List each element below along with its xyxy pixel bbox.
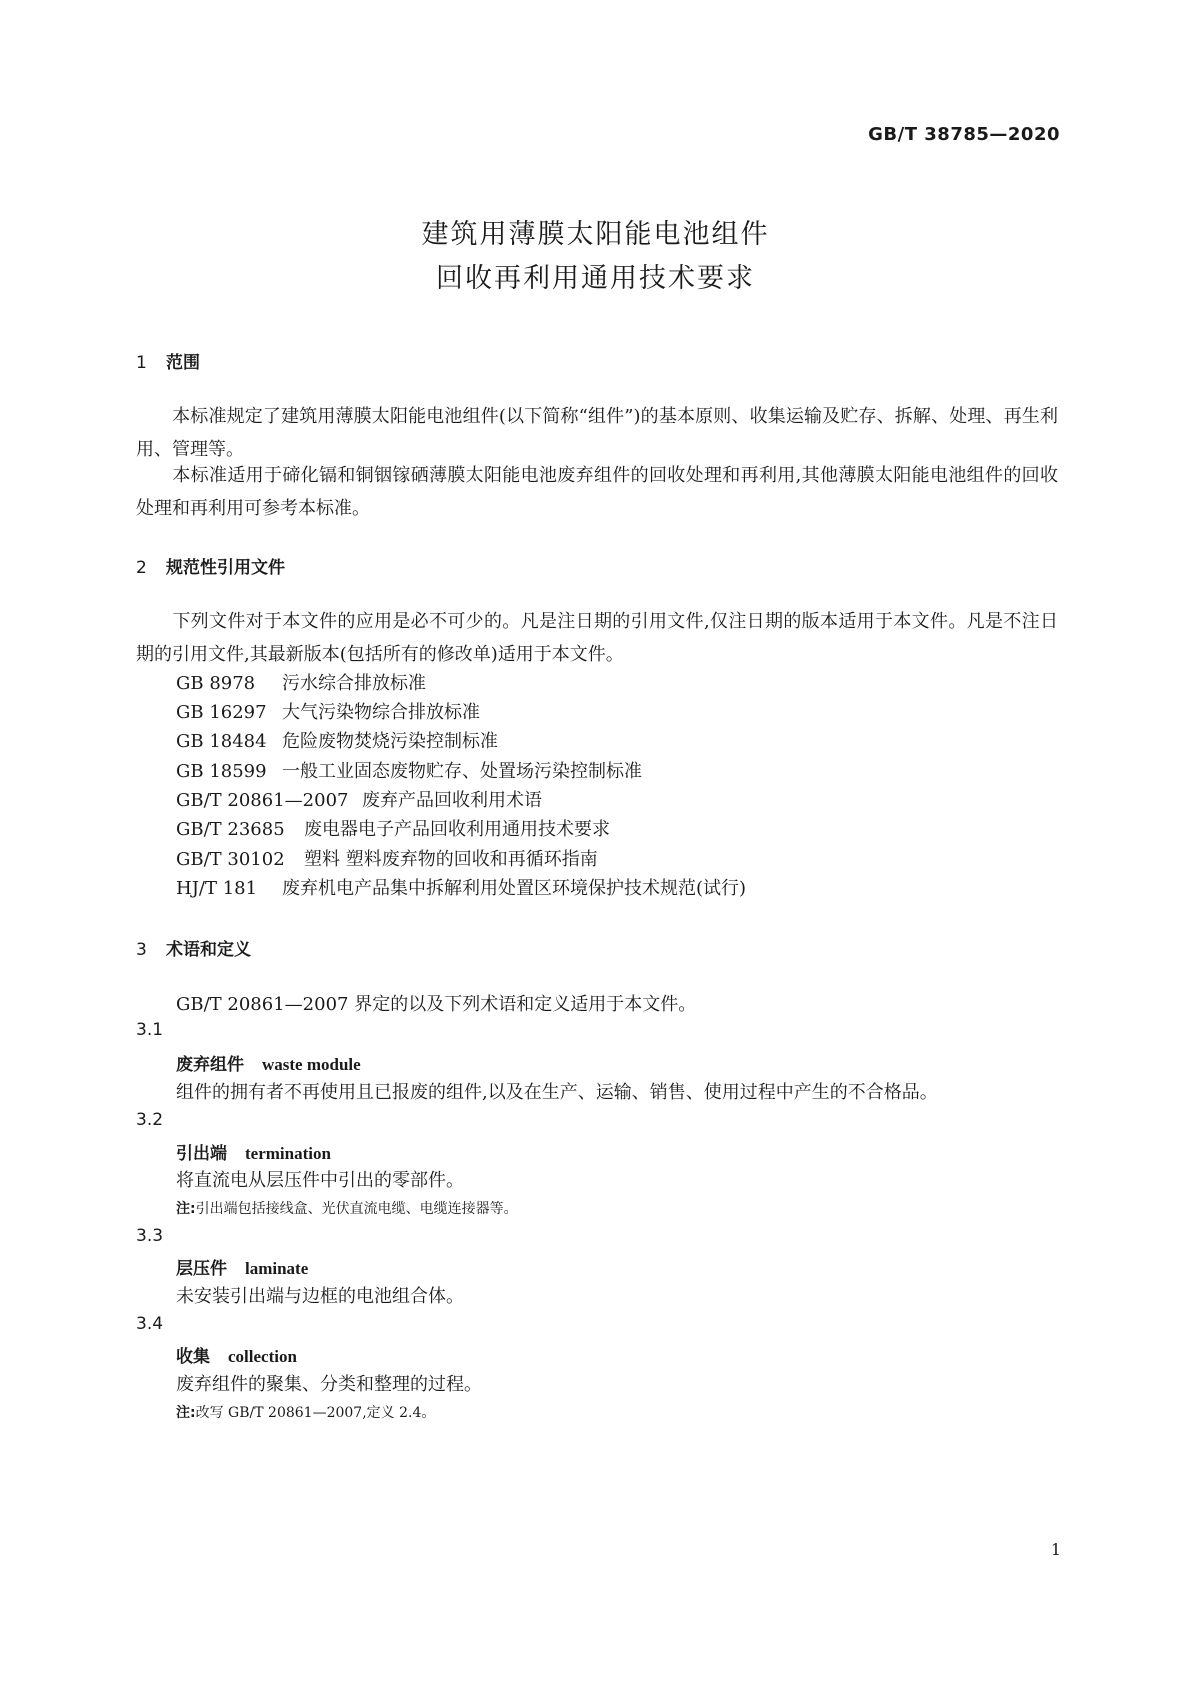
term-number: 3.4 bbox=[136, 1314, 164, 1334]
term-number: 3.1 bbox=[136, 1020, 164, 1040]
note-text: 引出端包括接线盒、光伏直流电缆、电缆连接器等。 bbox=[195, 1201, 518, 1217]
section-1-paragraph-1: 本标准规定了建筑用薄膜太阳能电池组件(以下简称“组件”)的基本原则、收集运输及贮存、拆解、处理、再生利用、管理等。 bbox=[136, 406, 1058, 460]
reference-title: 污水综合排放标准 bbox=[282, 673, 426, 694]
term-zh: 收集 bbox=[176, 1347, 210, 1367]
term-en: laminate bbox=[245, 1259, 309, 1278]
note-label: 注: bbox=[176, 1405, 196, 1421]
document-title-line2: 回收再利用通用技术要求 bbox=[436, 263, 755, 294]
term-en: termination bbox=[245, 1144, 331, 1163]
reference-code: HJ/T 181 bbox=[176, 878, 258, 899]
term-zh: 引出端 bbox=[176, 1144, 227, 1164]
term-definition: 将直流电从层压件中引出的零部件。 bbox=[176, 1170, 464, 1191]
term-zh: 层压件 bbox=[176, 1259, 227, 1279]
reference-item bbox=[176, 874, 746, 900]
term-definition: 组件的拥有者不再使用且已报废的组件,以及在生产、运输、销售、使用过程中产生的不合格品。 bbox=[176, 1082, 938, 1103]
reference-title: 一般工业固态废物贮存、处置场污染控制标准 bbox=[282, 761, 642, 782]
note-text: 改写 GB/T 20861—2007,定义 2.4。 bbox=[195, 1405, 436, 1421]
section-1-paragraph-2: 本标准适用于碲化镉和铜铟镓硒薄膜太阳能电池废弃组件的回收处理和再利用,其他薄膜太阳能电池组件的回收处理和再利用可参考本标准。 bbox=[136, 465, 1058, 519]
section-title: 术语和定义 bbox=[166, 940, 251, 960]
reference-code: GB 8978 bbox=[176, 673, 256, 694]
page-number: 1 bbox=[1050, 1540, 1061, 1559]
term-en: collection bbox=[228, 1347, 297, 1366]
term-number: 3.2 bbox=[136, 1110, 164, 1130]
section-1-heading bbox=[136, 348, 200, 373]
reference-code: GB/T 20861—2007 bbox=[176, 790, 349, 811]
term-heading bbox=[176, 1139, 331, 1164]
section-title: 范围 bbox=[166, 353, 200, 373]
term-heading bbox=[176, 1254, 308, 1279]
term-heading bbox=[176, 1050, 361, 1075]
reference-code: GB/T 30102 bbox=[176, 849, 285, 870]
reference-title: 大气污染物综合排放标准 bbox=[282, 702, 480, 723]
term-en: waste module bbox=[262, 1055, 361, 1074]
reference-item bbox=[176, 786, 542, 812]
reference-code: GB/T 23685 bbox=[176, 819, 285, 840]
reference-item bbox=[176, 727, 498, 753]
section-3-heading bbox=[136, 935, 251, 960]
reference-title: 废弃机电产品集中拆解利用处置区环境保护技术规范(试行) bbox=[282, 878, 747, 899]
reference-item bbox=[176, 845, 598, 871]
section-2-heading bbox=[136, 553, 285, 578]
reference-item bbox=[176, 757, 642, 783]
term-zh: 废弃组件 bbox=[176, 1055, 244, 1075]
standard-code: GB/T 38785—2020 bbox=[868, 124, 1060, 145]
reference-code: GB 16297 bbox=[176, 702, 267, 723]
section-number: 2 bbox=[136, 558, 147, 578]
reference-title: 塑料 塑料废弃物的回收和再循环指南 bbox=[304, 849, 598, 870]
term-note bbox=[176, 1402, 435, 1422]
reference-title: 废电器电子产品回收利用通用技术要求 bbox=[304, 819, 610, 840]
reference-code: GB 18599 bbox=[176, 761, 267, 782]
reference-item bbox=[176, 698, 480, 724]
reference-item bbox=[176, 815, 610, 841]
section-number: 1 bbox=[136, 353, 147, 373]
section-3-intro: GB/T 20861—2007 界定的以及下列术语和定义适用于本文件。 bbox=[176, 994, 697, 1015]
reference-code: GB 18484 bbox=[176, 731, 267, 752]
term-definition: 废弃组件的聚集、分类和整理的过程。 bbox=[176, 1374, 482, 1395]
section-2-intro: 下列文件对于本文件的应用是必不可少的。凡是注日期的引用文件,仅注日期的版本适用于本文件。凡是不注日期的引用文件,其最新版本(包括所有的修改单)适用于本文件。 bbox=[136, 611, 1058, 665]
reference-item bbox=[176, 669, 426, 695]
reference-title: 废弃产品回收利用术语 bbox=[362, 790, 542, 811]
reference-title: 危险废物焚烧污染控制标准 bbox=[282, 731, 498, 752]
section-title: 规范性引用文件 bbox=[166, 558, 285, 578]
term-note bbox=[176, 1198, 518, 1218]
term-heading bbox=[176, 1342, 297, 1367]
term-definition: 未安装引出端与边框的电池组合体。 bbox=[176, 1286, 464, 1307]
section-number: 3 bbox=[136, 940, 147, 960]
document-title-line1: 建筑用薄膜太阳能电池组件 bbox=[421, 219, 770, 250]
term-number: 3.3 bbox=[136, 1226, 164, 1246]
note-label: 注: bbox=[176, 1201, 196, 1217]
